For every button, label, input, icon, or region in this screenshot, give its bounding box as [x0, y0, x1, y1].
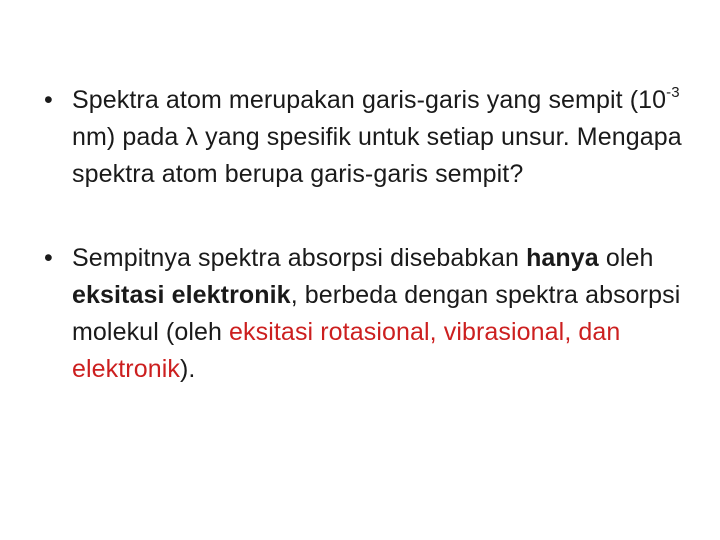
bullet-icon: • — [44, 244, 53, 272]
bullet-item-atomic-spectra-question — [44, 82, 694, 193]
emphasis-red: eksitasi rotasional, vibrasional, dan elektronik — [72, 318, 621, 383]
bullet-list — [44, 82, 694, 388]
bullet-text: nm) pada λ yang spesifik untuk setiap unsur. Mengapa spektra atom berupa garis-garis sempit? — [72, 123, 682, 188]
bullet-text: Spektra atom merupakan garis-garis yang sempit (10 — [72, 86, 667, 114]
exponent: -3 — [666, 83, 680, 101]
emphasis-bold: eksitasi elektronik — [72, 281, 291, 309]
bullet-item-absorption-answer — [44, 240, 694, 388]
bullet-text: Sempitnya spektra absorpsi disebabkan — [72, 244, 527, 272]
bullet-icon: • — [44, 86, 53, 114]
bullet-text: oleh — [598, 244, 654, 272]
bullet-text: , berbeda dengan spektra absorpsi molekul (oleh — [72, 281, 681, 346]
emphasis-bold: hanya — [526, 244, 599, 272]
bullet-text: ). — [180, 355, 196, 383]
